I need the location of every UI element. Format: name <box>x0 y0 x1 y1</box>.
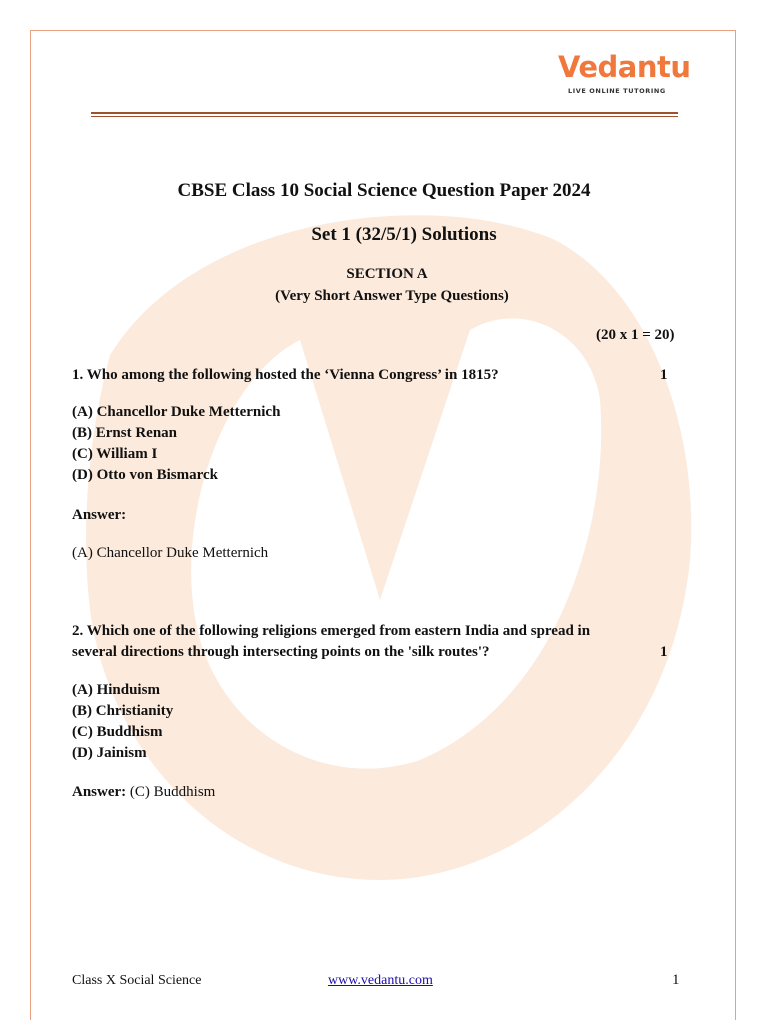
question-1-marks: 1 <box>660 367 668 383</box>
q2-option-d: (D) Jainism <box>72 745 147 761</box>
q2-option-c: (C) Buddhism <box>72 724 163 740</box>
marks-scheme: (20 x 1 = 20) <box>596 327 675 343</box>
section-subtitle: (Very Short Answer Type Questions) <box>275 288 509 304</box>
page-border <box>30 30 736 1020</box>
question-2-text-line-1: 2. Which one of the following religions emerged from eastern India and spread in <box>72 623 591 639</box>
header-rule <box>91 112 678 114</box>
q1-option-d: (D) Otto von Bismarck <box>72 467 218 483</box>
question-2-text-line-2: several directions through intersecting points on the 'silk routes'? <box>72 644 490 660</box>
header-rule-thin <box>91 116 678 117</box>
question-1-text: 1. Who among the following hosted the ‘Vienna Congress’ in 1815? <box>72 367 499 383</box>
question-2-marks: 1 <box>660 644 668 660</box>
page-subtitle: Set 1 (32/5/1) Solutions <box>311 224 497 245</box>
vedantu-logo[interactable] <box>558 50 691 100</box>
footer-subject: Class X Social Science <box>72 973 202 988</box>
q2-answer: (C) Buddhism <box>129 784 216 800</box>
logo-wordmark: Vedantu <box>558 50 691 84</box>
q2-option-a: (A) Hinduism <box>72 682 160 698</box>
q1-option-a: (A) Chancellor Duke Metternich <box>72 404 281 420</box>
q1-option-c: (C) William I <box>72 446 158 462</box>
footer-website-link[interactable]: www.vedantu.com <box>328 973 433 988</box>
footer-page-number: 1 <box>672 972 680 988</box>
q1-answer: (A) Chancellor Duke Metternich <box>72 545 269 561</box>
section-heading: SECTION A <box>346 266 428 282</box>
logo-tagline: LIVE ONLINE TUTORING <box>568 87 666 95</box>
q2-answer-label: Answer: <box>72 784 127 800</box>
page-title: CBSE Class 10 Social Science Question Paper 2024 <box>177 180 591 201</box>
q2-option-b: (B) Christianity <box>72 703 174 719</box>
q1-option-b: (B) Ernst Renan <box>72 425 178 441</box>
q1-answer-label: Answer: <box>72 507 127 523</box>
q2-answer-line <box>72 784 215 801</box>
